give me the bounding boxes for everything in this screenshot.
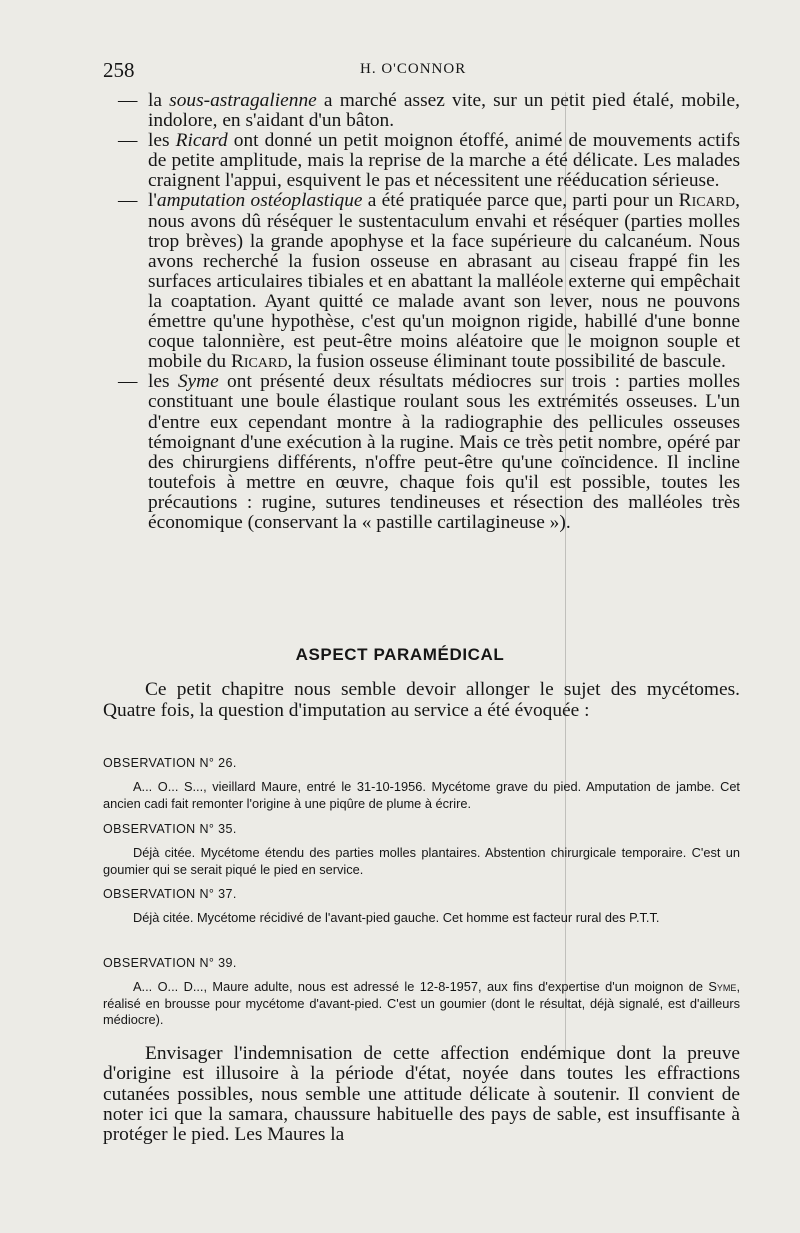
small-caps-name: Ricard [678,190,736,212]
item-term: Syme [177,371,219,393]
observation-title: OBSERVATION N° 35. [103,822,237,836]
item-text: ont présenté deux résultats médiocres sur trois : parties molles constituant une boule élastique roulant sous les extrémités osseuses. L'un d'entre eux cependant montre à la radiographie des pellicules osseuses témoignant d'une exécution à la rugine. Mais ce très petit nombre, opéré par des chirurgiens différents, n'offre peut-être qu'une coïncidence. Il incline toutefois à mettre en œuvre, chaque fois qu'il est possible, toutes les précautions : rugine, sutures tendineuses et résection des malléoles très économique (conservant la « pastille cartilagineuse »). [148,371,740,533]
observation [103,756,740,812]
closing-paragraph: Envisager l'indemnisation de cette affection endémique dont la preuve d'origine est illusoire à la période d'état, noyée dans toutes les effractions cutanées possibles, nous semble une attitude délicate à soutenir. Il convient de noter ici que la samara, chaussure habituelle des pays de sable, est insuffisante à protéger le pied. Les Maures la [103,1043,740,1146]
dash-marker: — [118,130,138,152]
observation-text [103,979,740,1029]
item-term: Ricard [175,130,228,152]
item-text: ont donné un petit moignon étoffé, animé de mouvements actifs de petite amplitude, mais la reprise de la marche a été délicate. Les malades craignent l'appui, esquivent le pas et nécessitent une rééducation sérieuse. [148,130,741,192]
running-head [103,58,743,82]
section-intro: Ce petit chapitre nous semble devoir allonger le sujet des mycétomes. Quatre fois, la question d'imputation au service a été évoquée : [103,679,740,721]
observation-title: OBSERVATION N° 37. [103,887,237,901]
observation-title: OBSERVATION N° 39. [103,956,237,970]
results-list [103,91,740,533]
item-text: , nous avons dû réséquer le sustentaculum envahi et réséquer (parties molles trop brèves) la grande apophyse et la face supérieure du calcanéum. Nous avons recherché la fusion osseuse en abrasant au ciseau frappé fin les surfaces articulaires tibiales et en abattant la malléole externe qui empêchait la coaptation. Ayant quitté ce malade avant son lever, nous ne pouvons émettre qu'une hypothèse, c'est qu'un moignon rigide, habillé d'une bonne coque talonnière, est peut-être moins aléatoire que le moignon souple et mobile du [148,190,740,373]
item-text: a marché assez vite, sur un petit pied étalé, mobile, indolore, en s'aidant d'un bâton. [148,90,741,132]
list-item [103,191,740,372]
section-heading: ASPECT PARAMÉDICAL [295,645,505,664]
observation [103,956,740,1029]
running-title: H. O'CONNOR [360,61,467,77]
item-lead: l' [148,190,157,212]
item-lead: la [148,90,170,111]
observation-text: Déjà citée. Mycétome étendu des parties molles plantaires. Abstention chirurgicale temporaire. C'est un goumier qui se serait piqué le pied en service. [103,845,740,877]
observation [103,822,740,878]
dash-marker: — [118,371,138,393]
item-text: , la fusion osseuse éliminant toute possibilité de bascule. [287,351,726,373]
small-caps-name: Ricard [230,351,288,373]
observation-text: Déjà citée. Mycétome récidivé de l'avant-pied gauche. Cet homme est facteur rural des P.T.T. [133,910,660,925]
observation-title: OBSERVATION N° 26. [103,756,237,770]
observation-text-part: A... O... D..., Maure adulte, nous est adressé le 12-8-1957, aux fins d'expertise d'un moignon de [133,979,709,994]
item-lead: les [148,130,176,152]
item-text: a été pratiquée parce que, parti pour un [362,190,679,212]
observation-text: A... O... S..., vieillard Maure, entré le 31-10-1956. Mycétome grave du pied. Amputation de jambe. Cet ancien cadi fait remonter l'origine à une piqûre de plume à écrire. [103,779,740,811]
item-term: amputation ostéoplastique [156,190,363,212]
list-item [103,131,740,191]
observation-text-part: , réalisé en brousse pour mycétome d'avant-pied. C'est un goumier (dont le résultat, déjà signalé, est d'ailleurs médiocre). [103,979,740,1027]
page-number: 258 [103,58,135,82]
item-term: sous-astragalienne [169,90,317,111]
item-lead: les [148,371,178,393]
list-item [103,91,740,131]
dash-marker: — [118,90,138,111]
dash-marker: — [118,190,138,212]
small-caps-name: Syme [708,979,737,994]
observation [103,887,740,927]
list-item [103,372,740,533]
